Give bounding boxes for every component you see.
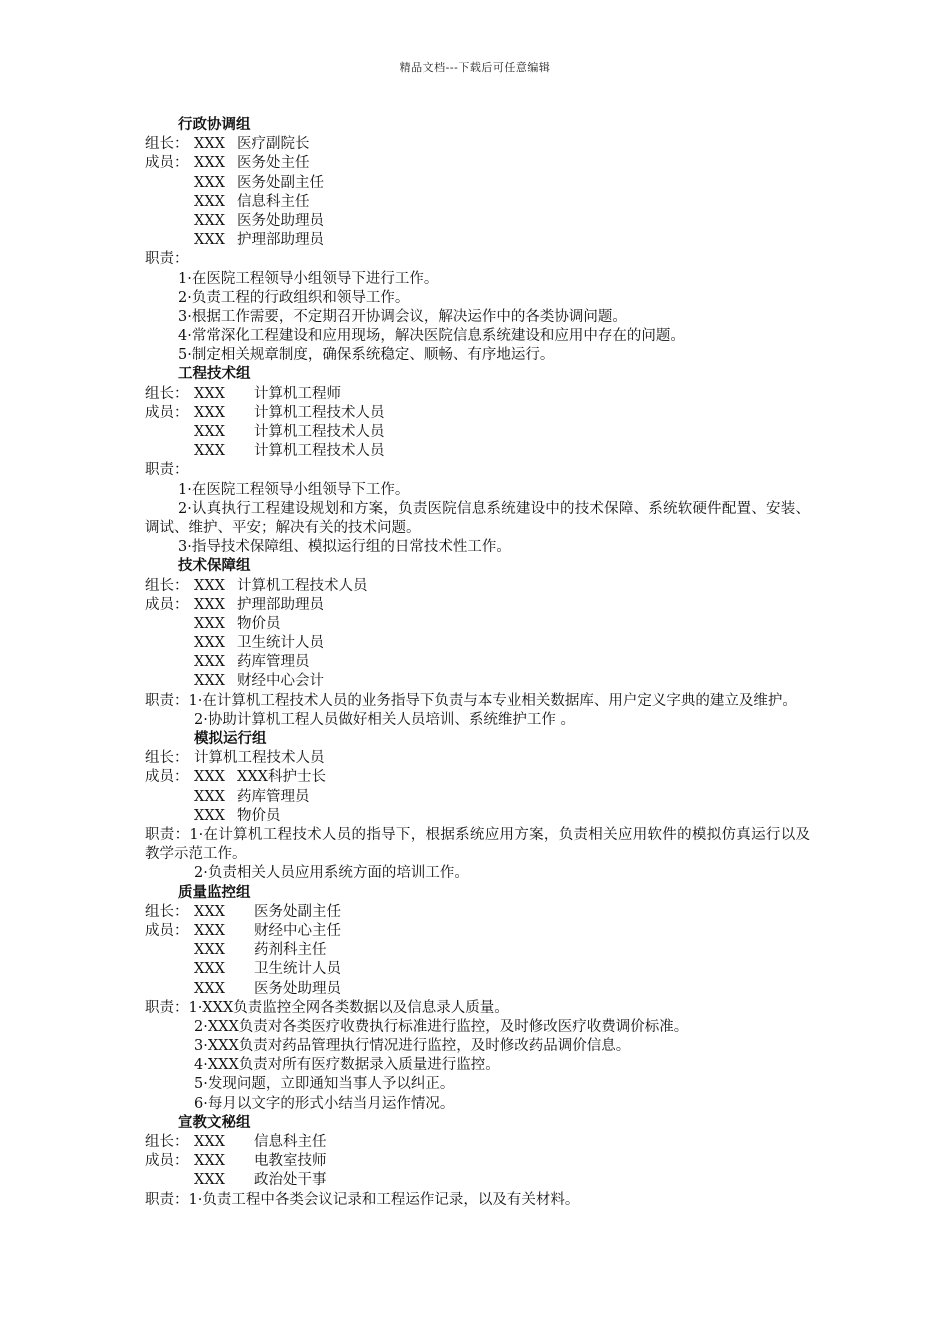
leader-name: XXX: [194, 1134, 225, 1151]
duty-item: 3·根据工作需要，不定期召开协调会议，解决运作中的各类协调问题。: [178, 308, 627, 325]
member-line: [145, 788, 810, 807]
leader-name: XXX: [194, 903, 225, 920]
page-header: 精品文档---下载后可任意编辑: [399, 61, 551, 74]
member-line: [145, 442, 810, 461]
member-name: XXX: [194, 174, 225, 191]
section-title: 技术保障组: [178, 558, 251, 575]
duty-item: [145, 999, 810, 1018]
member-role: 电教室技师: [254, 1153, 327, 1170]
section-support: [145, 557, 810, 730]
duties-label: 职责：: [145, 692, 189, 709]
member-line: [145, 653, 810, 672]
leader-label: 组长：: [145, 385, 189, 402]
member-line: [145, 768, 810, 787]
duty-item: 5·发现问题，立即通知当事人予以纠正。: [194, 1076, 455, 1093]
duty-item: 3·XXX负责对药品管理执行情况进行监控，及时修改药品调价信息。: [194, 1038, 631, 1055]
leader-role: 信息科主任: [254, 1134, 327, 1151]
member-role: 计算机工程技术人员: [254, 424, 385, 440]
duty-item: [145, 826, 810, 864]
member-role: 财经中心会计: [237, 673, 324, 690]
member-line: [145, 807, 810, 826]
members-label: 成员：: [145, 769, 189, 786]
member-line: [145, 922, 810, 941]
member-line: [145, 1171, 810, 1190]
duty-item: 1·在医院工程领导小组领导下工作。: [178, 481, 410, 498]
duty-item: 2·协助计算机工程人员做好相关人员培训、系统维护工作 。: [194, 711, 575, 728]
member-line: [145, 212, 810, 231]
member-line: [145, 960, 810, 979]
member-line: [145, 423, 810, 442]
section-tech: [145, 365, 810, 557]
section-title: 质量监控组: [178, 884, 251, 901]
member-name: XXX: [194, 788, 225, 805]
member-name: XXX: [194, 155, 225, 172]
leader-line: [145, 135, 810, 154]
member-name: XXX: [194, 443, 225, 460]
member-line: [145, 672, 810, 691]
duty-item: 2·负责工程的行政组织和领导工作。: [178, 289, 410, 306]
leader-name: XXX: [194, 577, 225, 594]
section-title: 模拟运行组: [194, 731, 267, 748]
section-sim: [145, 730, 810, 884]
member-line: [145, 941, 810, 960]
member-name: XXX: [194, 1153, 225, 1170]
member-role: 医务处副主任: [237, 174, 324, 191]
member-name: XXX: [194, 922, 225, 939]
duty-item: [145, 692, 810, 711]
leader-name: XXX: [194, 385, 225, 402]
duty-text: 1·负责工程中各类会议记录和工程运作记录，以及有关材料。: [188, 1191, 580, 1208]
member-name: XXX: [194, 942, 225, 959]
member-name: XXX: [194, 769, 225, 786]
duties-label: 职责：: [145, 462, 189, 479]
member-name: XXX: [194, 232, 225, 249]
duties-label: 职责：: [145, 826, 190, 843]
member-role: XXX科护士长: [237, 769, 326, 786]
member-line: [145, 634, 810, 653]
duty-item: 2·认真执行工程建设规划和方案，负责医院信息系统建设中的技术保障、系统软硬件配置、安装、调试、维护、平安；解决有关的技术问题。: [145, 500, 810, 536]
member-line: [145, 193, 810, 212]
duty-item: [145, 1191, 810, 1210]
member-role: 物价员: [237, 807, 281, 824]
member-line: [145, 231, 810, 250]
duties-label: 职责：: [145, 999, 189, 1016]
member-role: 卫生统计人员: [237, 635, 324, 652]
duty-item: 3·指导技术保障组、模拟运行组的日常技术性工作。: [178, 539, 511, 556]
member-name: XXX: [194, 596, 225, 613]
member-role: 药库管理员: [237, 654, 310, 671]
member-role: 计算机工程技术人员: [254, 404, 385, 421]
leader-name: XXX: [194, 136, 225, 153]
duty-item: 4·常常深化工程建设和应用现场，解决医院信息系统建设和应用中存在的问题。: [178, 328, 685, 345]
leader-label: 组长：: [145, 1134, 189, 1151]
leader-label: 组长：: [145, 136, 189, 153]
leader-role: 医务处副主任: [254, 903, 341, 920]
member-name: XXX: [194, 404, 225, 421]
member-line: [145, 174, 810, 193]
duty-item: 4·XXX负责对所有医疗数据录入质量进行监控。: [194, 1057, 500, 1074]
leader-role: 计算机工程师: [254, 385, 341, 402]
duty-item: 2·负责相关人员应用系统方面的培训工作。: [194, 865, 469, 882]
duty-item: 5·制定相关规章制度，确保系统稳定、顺畅、有序地运行。: [178, 347, 555, 364]
leader-line: [145, 749, 810, 768]
duties-label: 职责：: [145, 1191, 189, 1208]
leader-label: 组长：: [145, 903, 189, 920]
section-admin: [145, 116, 810, 365]
leader-line: [145, 903, 810, 922]
member-line: [145, 615, 810, 634]
member-name: XXX: [194, 615, 225, 632]
leader-role: 计算机工程技术人员: [194, 750, 325, 767]
duty-item: 1·在医院工程领导小组领导下进行工作。: [178, 270, 439, 287]
member-role: 护理部助理员: [237, 232, 324, 249]
member-role: 医务处助理员: [254, 980, 341, 997]
member-role: 医务处主任: [237, 155, 310, 172]
members-label: 成员：: [145, 155, 189, 172]
section-quality: [145, 884, 810, 1114]
section-edu: [145, 1114, 810, 1210]
member-line: [145, 596, 810, 615]
leader-label: 组长：: [145, 577, 189, 594]
duty-text: 1·在计算机工程技术人员的业务指导下负责与本专业相关数据库、用户定义字典的建立及维护。: [188, 692, 797, 709]
leader-line: [145, 385, 810, 404]
member-name: XXX: [194, 673, 225, 690]
duty-text: 1·在计算机工程技术人员的指导下，根据系统应用方案，负责相关应用软件的模拟仿真运行以及教学示范工作。: [145, 826, 810, 863]
member-name: XXX: [194, 654, 225, 671]
members-label: 成员：: [145, 596, 189, 613]
section-title: 宣教文秘组: [178, 1114, 251, 1131]
members-label: 成员：: [145, 404, 189, 421]
member-name: XXX: [194, 212, 225, 229]
duty-text: 1·XXX负责监控全网各类数据以及信息录人质量。: [188, 999, 509, 1016]
member-name: XXX: [194, 635, 225, 652]
member-role: 药库管理员: [237, 788, 310, 805]
member-line: [145, 404, 810, 423]
member-role: 财经中心主任: [254, 922, 341, 939]
member-line: [145, 1152, 810, 1171]
member-role: 护理部助理员: [237, 596, 324, 613]
leader-line: [145, 577, 810, 596]
duty-item: 2·XXX负责对各类医疗收费执行标准进行监控，及时修改医疗收费调价标准。: [194, 1018, 689, 1035]
member-line: [145, 980, 810, 999]
member-role: 政治处干事: [254, 1172, 327, 1189]
members-label: 成员：: [145, 1153, 189, 1170]
member-role: 计算机工程技术人员: [254, 443, 385, 460]
member-name: XXX: [194, 961, 225, 978]
duty-item: 6·每月以文字的形式小结当月运作情况。: [194, 1095, 455, 1112]
members-label: 成员：: [145, 922, 189, 939]
leader-label: 组长：: [145, 750, 189, 767]
duties-label: 职责：: [145, 251, 189, 268]
member-role: 卫生统计人员: [254, 961, 341, 978]
member-name: XXX: [194, 1172, 225, 1189]
leader-role: 计算机工程技术人员: [237, 577, 368, 594]
member-name: XXX: [194, 807, 225, 824]
member-name: XXX: [194, 193, 225, 210]
member-name: XXX: [194, 980, 225, 997]
member-line: [145, 154, 810, 173]
member-role: 药剂科主任: [254, 942, 327, 959]
leader-role: 医疗副院长: [237, 136, 310, 153]
leader-line: [145, 1133, 810, 1152]
document-body: [145, 116, 810, 1210]
member-role: 物价员: [237, 615, 281, 632]
member-role: 信息科主任: [237, 193, 310, 210]
member-role: 医务处助理员: [237, 212, 324, 229]
section-title: 工程技术组: [178, 366, 251, 383]
section-title: 行政协调组: [178, 117, 251, 133]
member-name: XXX: [194, 424, 225, 440]
